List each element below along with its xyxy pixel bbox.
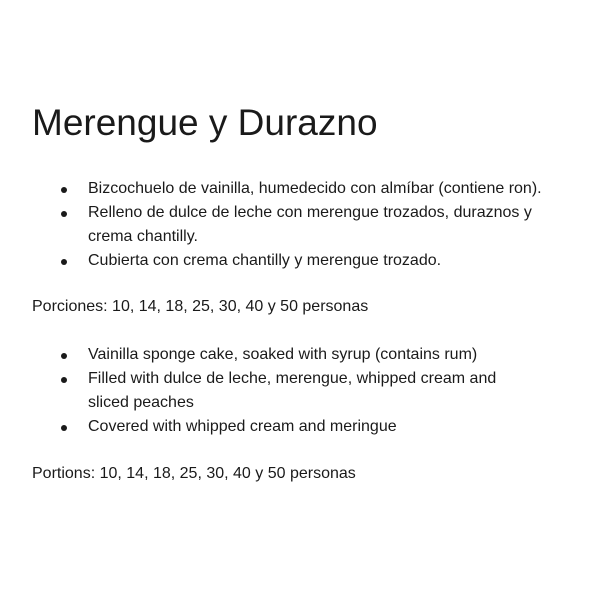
bullet-icon bbox=[61, 353, 67, 359]
english-description-list bbox=[32, 343, 597, 439]
bullet-icon bbox=[61, 377, 67, 383]
list-item bbox=[32, 367, 597, 415]
bullet-icon bbox=[61, 425, 67, 431]
list-item-text: Bizcochuelo de vainilla, humedecido con almíbar (contiene ron). bbox=[88, 180, 542, 197]
list-item-text: Covered with whipped cream and meringue bbox=[88, 418, 397, 435]
bullet-icon bbox=[61, 211, 67, 217]
list-item bbox=[32, 415, 597, 439]
bullet-icon bbox=[61, 187, 67, 193]
portions-spanish: Porciones: 10, 14, 18, 25, 30, 40 y 50 personas bbox=[32, 298, 369, 315]
list-item-text: Filled with dulce de leche, merengue, whipped cream and sliced peaches bbox=[88, 370, 497, 411]
portions-english: Portions: 10, 14, 18, 25, 30, 40 y 50 personas bbox=[32, 465, 356, 482]
list-item bbox=[32, 249, 597, 273]
list-item-text: Relleno de dulce de leche con merengue trozados, duraznos y crema chantilly. bbox=[88, 204, 532, 245]
page-title: Merengue y Durazno bbox=[32, 102, 378, 143]
list-item bbox=[32, 177, 597, 201]
list-item bbox=[32, 343, 597, 367]
bullet-icon bbox=[61, 259, 67, 265]
list-item-text: Cubierta con crema chantilly y merengue trozado. bbox=[88, 252, 442, 269]
list-item-text: Vainilla sponge cake, soaked with syrup (contains rum) bbox=[88, 346, 478, 363]
list-item bbox=[32, 201, 597, 249]
spanish-description-list bbox=[32, 177, 597, 273]
